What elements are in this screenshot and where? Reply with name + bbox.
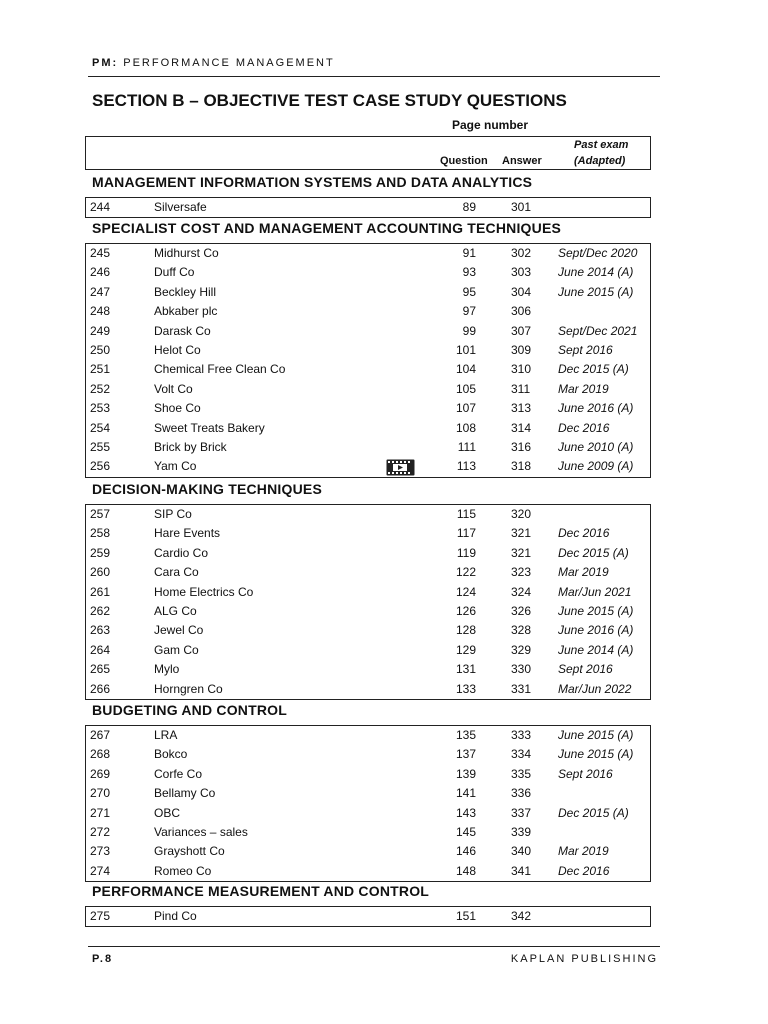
table-row xyxy=(86,660,650,679)
question-number: 258 xyxy=(90,526,111,541)
past-exam: Sept/Dec 2020 xyxy=(558,246,638,260)
question-name: Darask Co xyxy=(154,323,211,338)
past-exam: June 2016 (A) xyxy=(558,401,634,416)
table-row xyxy=(86,524,650,543)
question-page: 119 xyxy=(456,545,476,560)
past-exam: June 2009 (A) xyxy=(558,459,634,474)
table-row xyxy=(86,544,650,563)
question-column-label: Question xyxy=(440,155,488,167)
answer-page: 310 xyxy=(511,362,532,377)
answer-page: 328 xyxy=(511,623,532,638)
answer-page: 301 xyxy=(511,200,532,214)
question-number: 250 xyxy=(90,342,111,357)
table-row xyxy=(86,823,650,842)
question-page: 122 xyxy=(455,565,476,580)
table-row xyxy=(86,302,650,321)
running-header xyxy=(92,57,335,69)
video-icon[interactable] xyxy=(386,459,415,476)
question-page: 137 xyxy=(455,747,476,762)
past-exam: June 2015 (A) xyxy=(558,603,634,618)
question-page: 145 xyxy=(455,824,476,839)
question-page: 143 xyxy=(455,805,476,820)
question-name: Midhurst Co xyxy=(154,246,219,260)
answer-page: 307 xyxy=(511,323,532,338)
question-name: SIP Co xyxy=(154,507,192,521)
page-number-label: Page number xyxy=(452,118,529,132)
answer-page: 340 xyxy=(511,844,532,859)
past-exam: Mar 2019 xyxy=(558,565,609,580)
table-row xyxy=(86,621,650,640)
question-number: 261 xyxy=(90,584,111,599)
past-exam: June 2014 (A) xyxy=(558,265,634,280)
table-row xyxy=(86,804,650,823)
question-name: Brick by Brick xyxy=(154,439,227,454)
question-name: Grayshott Co xyxy=(154,844,225,859)
question-name: Jewel Co xyxy=(154,623,204,638)
header-prefix: PM: xyxy=(92,57,119,69)
past-exam: Dec 2016 xyxy=(558,526,610,541)
question-page: 135 xyxy=(455,728,476,742)
answer-page: 320 xyxy=(511,507,532,521)
question-name: Mylo xyxy=(154,662,180,677)
question-name: Helot Co xyxy=(154,342,201,357)
question-name: Corfe Co xyxy=(154,766,203,781)
table-row xyxy=(86,784,650,803)
table-row xyxy=(86,263,650,282)
question-page: 133 xyxy=(455,681,476,696)
answer-page: 326 xyxy=(511,603,532,618)
answer-page: 329 xyxy=(511,642,532,657)
past-exam: Sept 2016 xyxy=(558,342,613,357)
table-row xyxy=(86,438,650,457)
question-number: 275 xyxy=(90,909,111,923)
question-number: 246 xyxy=(90,265,111,280)
question-name: Yam Co xyxy=(154,459,197,474)
question-page: 93 xyxy=(462,265,476,280)
question-name: Volt Co xyxy=(154,381,193,396)
past-exam: Mar 2019 xyxy=(558,381,609,396)
group-table xyxy=(85,906,651,927)
question-number: 249 xyxy=(90,323,111,338)
table-row xyxy=(86,457,650,476)
answer-page: 323 xyxy=(511,565,532,580)
question-page: 141 xyxy=(455,786,476,801)
table-row xyxy=(86,602,650,621)
question-page: 148 xyxy=(455,863,476,878)
past-exam: Dec 2015 (A) xyxy=(558,805,629,820)
answer-page: 316 xyxy=(511,439,532,454)
answer-page: 302 xyxy=(511,246,532,260)
question-name: Hare Events xyxy=(154,526,221,541)
past-exam: Mar/Jun 2021 xyxy=(558,584,632,599)
question-number: 267 xyxy=(90,728,111,742)
question-number: 248 xyxy=(90,304,111,319)
past-exam: Dec 2015 (A) xyxy=(558,362,629,377)
question-number: 254 xyxy=(90,420,111,435)
answer-page: 321 xyxy=(511,526,532,541)
past-exam: Mar 2019 xyxy=(558,844,609,859)
answer-page: 324 xyxy=(511,584,532,599)
question-page: 105 xyxy=(455,381,476,396)
past-exam: June 2016 (A) xyxy=(558,623,634,638)
past-exam: June 2015 (A) xyxy=(558,747,634,762)
answer-page: 314 xyxy=(511,420,532,435)
page-number: P.8 xyxy=(92,953,114,965)
question-page: 107 xyxy=(455,401,476,416)
question-page: 89 xyxy=(462,200,476,214)
table-row xyxy=(86,360,650,379)
question-name: Bellamy Co xyxy=(154,786,216,801)
question-name: Variances – sales xyxy=(154,824,248,839)
header-divider xyxy=(88,76,660,77)
question-name: Chemical Free Clean Co xyxy=(154,362,286,377)
question-name: Shoe Co xyxy=(154,401,201,416)
question-page: 117 xyxy=(456,526,476,541)
group-table xyxy=(85,197,651,218)
question-page: 99 xyxy=(462,323,476,338)
past-exam-label: Past exam xyxy=(574,139,629,151)
question-page: 131 xyxy=(455,662,476,677)
question-number: 252 xyxy=(90,381,111,396)
question-number: 247 xyxy=(90,284,111,299)
question-name: Cardio Co xyxy=(154,545,209,560)
table-row xyxy=(86,380,650,399)
past-exam: Sept 2016 xyxy=(558,662,613,677)
table-row xyxy=(86,842,650,861)
question-name: OBC xyxy=(154,805,181,820)
past-exam: Dec 2016 xyxy=(558,863,610,878)
question-name: Cara Co xyxy=(154,565,199,580)
question-name: Beckley Hill xyxy=(154,284,217,299)
question-number: 251 xyxy=(90,362,111,377)
question-name: Home Electrics Co xyxy=(154,584,254,599)
footer-divider xyxy=(88,946,660,947)
group-title: MANAGEMENT INFORMATION SYSTEMS AND DATA ANALYTICS xyxy=(92,174,533,190)
question-number: 263 xyxy=(90,623,111,638)
table-row xyxy=(86,907,650,926)
answer-page: 331 xyxy=(511,681,532,696)
answer-page: 334 xyxy=(511,747,532,762)
question-number: 271 xyxy=(90,805,111,820)
table-row xyxy=(86,198,650,217)
answer-page: 335 xyxy=(511,766,532,781)
question-page: 95 xyxy=(462,284,476,299)
question-number: 266 xyxy=(90,681,111,696)
answer-page: 321 xyxy=(511,545,532,560)
table-row xyxy=(86,399,650,418)
answer-page: 318 xyxy=(511,459,532,474)
question-page: 124 xyxy=(455,584,476,599)
question-page: 151 xyxy=(455,909,476,923)
question-name: Horngren Co xyxy=(154,681,223,696)
answer-page: 330 xyxy=(511,662,532,677)
question-name: Bokco xyxy=(154,747,188,762)
past-exam: Dec 2016 xyxy=(558,420,610,435)
group-table xyxy=(85,504,651,700)
past-exam: June 2015 (A) xyxy=(558,728,634,742)
question-name: Gam Co xyxy=(154,642,199,657)
question-name: LRA xyxy=(154,728,178,742)
answer-page: 311 xyxy=(511,381,531,396)
table-row xyxy=(86,745,650,764)
column-header-box xyxy=(85,136,651,170)
past-exam: Sept 2016 xyxy=(558,766,613,781)
group-title: BUDGETING AND CONTROL xyxy=(92,702,288,718)
question-number: 245 xyxy=(90,246,111,260)
answer-page: 342 xyxy=(511,909,532,923)
question-name: Duff Co xyxy=(154,265,195,280)
section-title: SECTION B – OBJECTIVE TEST CASE STUDY QUESTIONS xyxy=(92,91,567,110)
group-table xyxy=(85,725,651,882)
question-number: 269 xyxy=(90,766,111,781)
question-number: 255 xyxy=(90,439,111,454)
past-exam: Dec 2015 (A) xyxy=(558,545,629,560)
answer-page: 336 xyxy=(511,786,532,801)
past-exam: June 2010 (A) xyxy=(558,439,634,454)
question-page: 126 xyxy=(455,603,476,618)
table-row xyxy=(86,680,650,699)
group-title: DECISION-MAKING TECHNIQUES xyxy=(92,481,322,497)
question-number: 274 xyxy=(90,863,111,878)
question-number: 264 xyxy=(90,642,111,657)
question-number: 270 xyxy=(90,786,111,801)
table-row xyxy=(86,641,650,660)
question-page: 128 xyxy=(455,623,476,638)
question-page: 104 xyxy=(455,362,476,377)
question-name: ALG Co xyxy=(154,603,197,618)
group-table xyxy=(85,243,651,478)
question-name: Romeo Co xyxy=(154,863,212,878)
answer-page: 341 xyxy=(511,863,532,878)
question-number: 273 xyxy=(90,844,111,859)
question-name: Sweet Treats Bakery xyxy=(154,420,265,435)
table-row xyxy=(86,283,650,302)
question-page: 113 xyxy=(456,459,476,474)
answer-page: 306 xyxy=(511,304,532,319)
table-row xyxy=(86,726,650,745)
question-number: 272 xyxy=(90,824,111,839)
table-row xyxy=(86,862,650,881)
question-page: 146 xyxy=(455,844,476,859)
answer-page: 303 xyxy=(511,265,532,280)
answer-page: 333 xyxy=(511,728,532,742)
question-page: 111 xyxy=(457,439,476,454)
question-number: 260 xyxy=(90,565,111,580)
question-number: 257 xyxy=(90,507,111,521)
question-page: 97 xyxy=(462,304,476,319)
answer-column-label: Answer xyxy=(502,155,542,167)
question-number: 253 xyxy=(90,401,111,416)
question-page: 101 xyxy=(455,342,476,357)
past-exam: June 2014 (A) xyxy=(558,642,634,657)
question-page: 129 xyxy=(455,642,476,657)
question-name: Silversafe xyxy=(154,200,207,214)
table-row xyxy=(86,583,650,602)
question-number: 265 xyxy=(90,662,111,677)
question-page: 91 xyxy=(462,246,476,260)
question-page: 115 xyxy=(456,507,476,521)
past-exam: Sept/Dec 2021 xyxy=(558,323,638,338)
answer-page: 337 xyxy=(511,805,532,820)
past-exam: Mar/Jun 2022 xyxy=(558,681,632,696)
table-row xyxy=(86,322,650,341)
answer-page: 304 xyxy=(511,284,532,299)
group-title: PERFORMANCE MEASUREMENT AND CONTROL xyxy=(92,883,430,899)
question-number: 256 xyxy=(90,459,111,474)
question-page: 108 xyxy=(455,420,476,435)
question-number: 244 xyxy=(90,200,111,214)
adapted-label: (Adapted) xyxy=(574,155,626,167)
table-row xyxy=(86,244,650,263)
question-number: 268 xyxy=(90,747,111,762)
table-row xyxy=(86,765,650,784)
answer-page: 313 xyxy=(511,401,532,416)
answer-page: 309 xyxy=(511,342,532,357)
answer-page: 339 xyxy=(511,824,532,839)
table-row xyxy=(86,419,650,438)
table-row xyxy=(86,341,650,360)
question-name: Pind Co xyxy=(154,909,197,923)
question-number: 259 xyxy=(90,545,111,560)
table-row xyxy=(86,563,650,582)
question-page: 139 xyxy=(455,766,476,781)
table-row xyxy=(86,505,650,524)
publisher: KAPLAN PUBLISHING xyxy=(510,953,658,965)
header-title: PERFORMANCE MANAGEMENT xyxy=(123,57,335,69)
past-exam: June 2015 (A) xyxy=(558,284,634,299)
question-name: Abkaber plc xyxy=(154,304,218,319)
group-title: SPECIALIST COST AND MANAGEMENT ACCOUNTING TECHNIQUES xyxy=(92,220,562,236)
question-number: 262 xyxy=(90,603,111,618)
